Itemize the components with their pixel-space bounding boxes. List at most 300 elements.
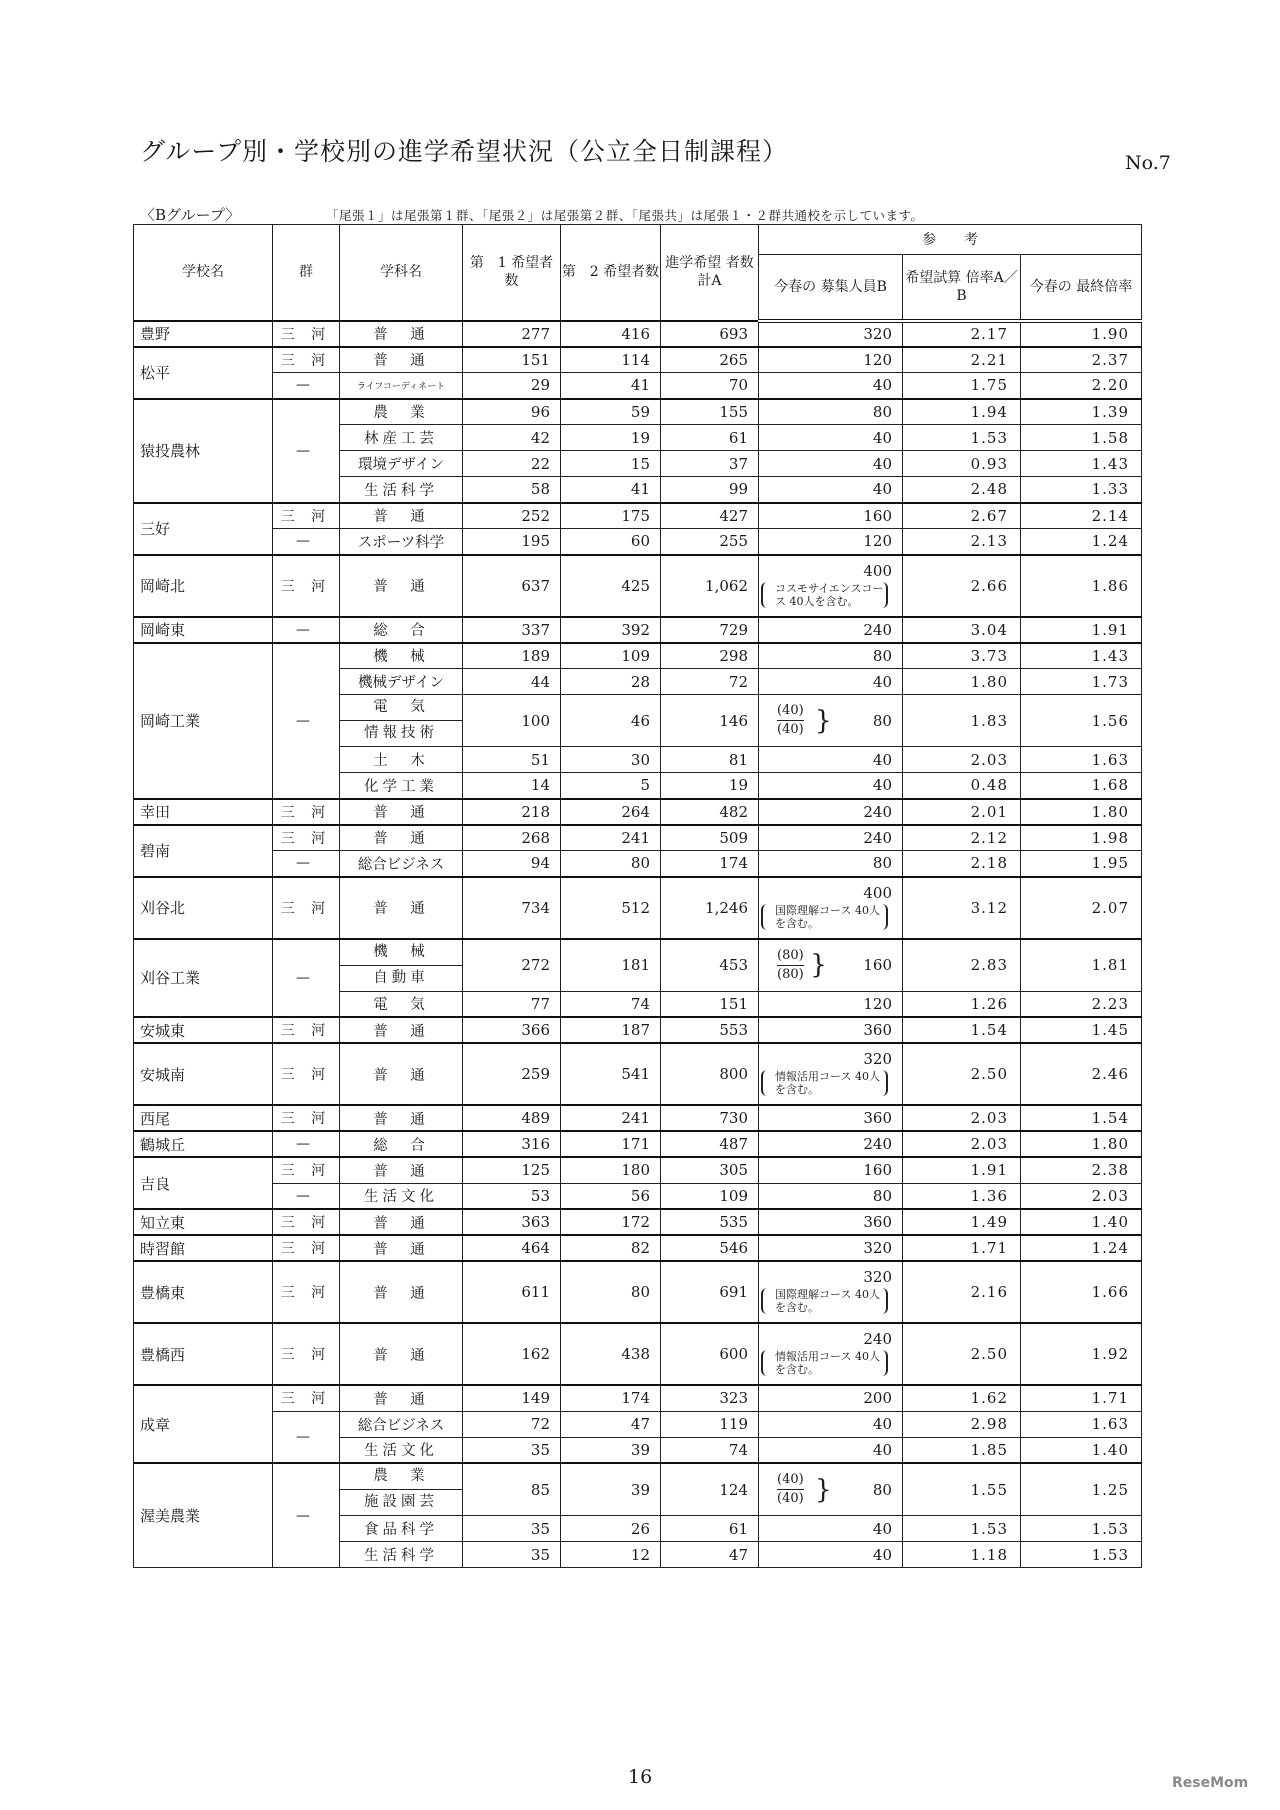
group-cell: 三 河 — [273, 1209, 340, 1235]
quota-value: 400 — [863, 561, 892, 580]
table-row — [134, 1183, 1142, 1209]
final-value: 2.07 — [1021, 877, 1142, 939]
second-count: 39 — [561, 1463, 661, 1516]
first-count: 22 — [463, 451, 561, 477]
total-count: 691 — [661, 1261, 759, 1323]
final-value: 1.71 — [1021, 1385, 1142, 1411]
group-cell: 三 河 — [273, 321, 340, 347]
table-row — [134, 1411, 1142, 1437]
course-note: 国際理解コース 40人を含む。 — [761, 904, 888, 930]
quota-cell: 80 — [759, 1183, 903, 1209]
total-count: 323 — [661, 1385, 759, 1411]
ratio-value: 2.83 — [903, 939, 1021, 992]
dept-name — [340, 939, 463, 992]
quota-cell: 40 — [759, 747, 903, 773]
school-name: 松平 — [134, 347, 273, 399]
school-name: 刈谷工業 — [134, 939, 273, 1018]
ratio-value: 0.48 — [903, 773, 1021, 799]
final-value: 1.58 — [1021, 425, 1142, 451]
dept-name: 普 通 — [340, 1385, 463, 1411]
quota-cell: 320 — [759, 1235, 903, 1261]
quota-cell: 360 — [759, 1017, 903, 1043]
quota-split-a: (40) — [777, 1471, 804, 1490]
final-value: 1.39 — [1021, 399, 1142, 425]
dept-name: 普 通 — [340, 799, 463, 825]
quota-cell: 120 — [759, 991, 903, 1017]
quota-split-b: (40) — [777, 1491, 804, 1506]
header-first: 第 1 希望者数 — [463, 225, 561, 321]
second-count: 392 — [561, 617, 661, 643]
first-count: 252 — [463, 503, 561, 529]
final-value: 1.92 — [1021, 1323, 1142, 1385]
ratio-value: 2.17 — [903, 321, 1021, 347]
second-count: 15 — [561, 451, 661, 477]
quota-cell: 160 — [759, 1157, 903, 1183]
final-value: 2.38 — [1021, 1157, 1142, 1183]
total-count: 74 — [661, 1437, 759, 1463]
quota-value: 320 — [863, 1050, 892, 1068]
dept-name: 普 通 — [340, 1235, 463, 1261]
total-count: 427 — [661, 503, 759, 529]
dept-name: 総 合 — [340, 1131, 463, 1157]
dept-name-secondary: 自動車 — [373, 969, 429, 986]
second-count: 241 — [561, 825, 661, 851]
school-name: 豊橋東 — [134, 1261, 273, 1323]
school-name: 岡崎北 — [134, 555, 273, 617]
dept-name — [340, 1463, 463, 1516]
total-count: 174 — [661, 851, 759, 877]
table-row — [134, 617, 1142, 643]
first-count: 53 — [463, 1183, 561, 1209]
first-count: 35 — [463, 1516, 561, 1542]
group-cell: — — [273, 939, 340, 1018]
quota-cell: 80 — [759, 643, 903, 669]
first-count: 259 — [463, 1043, 561, 1105]
ratio-value: 2.03 — [903, 1105, 1021, 1131]
quota-cell — [759, 555, 903, 617]
second-count: 114 — [561, 347, 661, 373]
second-count: 109 — [561, 643, 661, 669]
dept-name: 普 通 — [340, 1157, 463, 1183]
quota-split — [759, 1471, 902, 1508]
quota-cell: 120 — [759, 529, 903, 555]
first-count: 94 — [463, 851, 561, 877]
first-count: 195 — [463, 529, 561, 555]
ratio-value: 2.98 — [903, 1411, 1021, 1437]
second-count: 12 — [561, 1542, 661, 1568]
course-note: 国際理解コース 40人を含む。 — [761, 1288, 888, 1314]
final-value: 1.90 — [1021, 321, 1142, 347]
header-school: 学校名 — [134, 225, 273, 321]
group-cell: 三 河 — [273, 347, 340, 373]
first-count: 51 — [463, 747, 561, 773]
group-cell: 三 河 — [273, 825, 340, 851]
table-row — [134, 321, 1142, 347]
quota-with-note — [759, 562, 902, 608]
first-count: 277 — [463, 321, 561, 347]
school-name: 岡崎工業 — [134, 643, 273, 799]
table-row — [134, 1157, 1142, 1183]
final-value: 2.20 — [1021, 373, 1142, 399]
table-row — [134, 643, 1142, 669]
first-count: 272 — [463, 939, 561, 992]
total-count: 553 — [661, 1017, 759, 1043]
dept-name: 生活文化 — [340, 1437, 463, 1463]
dept-name-secondary: 施設園芸 — [364, 1494, 438, 1510]
quota-cell: 200 — [759, 1385, 903, 1411]
dept-name: 総合ビジネス — [340, 1411, 463, 1437]
dept-name: 機 械 — [340, 643, 463, 669]
dept-name: 総合ビジネス — [340, 851, 463, 877]
total-count: 61 — [661, 425, 759, 451]
dept-name: 普 通 — [340, 1043, 463, 1105]
school-name: 西尾 — [134, 1105, 273, 1131]
header-quota: 今春の 募集人員B — [759, 255, 903, 321]
group-cell: 三 河 — [273, 1385, 340, 1411]
group-cell: — — [273, 851, 340, 877]
dept-name: 普 通 — [340, 347, 463, 373]
first-count: 151 — [463, 347, 561, 373]
school-name: 成章 — [134, 1385, 273, 1463]
group-cell: 三 河 — [273, 1323, 340, 1385]
second-count: 41 — [561, 477, 661, 503]
quota-cell: 80 — [759, 399, 903, 425]
ratio-value: 2.01 — [903, 799, 1021, 825]
quota-cell: 40 — [759, 451, 903, 477]
group-cell: — — [273, 1411, 340, 1463]
total-count: 155 — [661, 399, 759, 425]
second-count: 46 — [561, 695, 661, 747]
table-row — [134, 877, 1142, 939]
final-value: 1.45 — [1021, 1017, 1142, 1043]
quota-cell — [759, 939, 903, 992]
final-value: 1.98 — [1021, 825, 1142, 851]
dept-name: 普 通 — [340, 1017, 463, 1043]
final-value: 2.37 — [1021, 347, 1142, 373]
dept-name-primary: 農 業 — [340, 1464, 462, 1490]
final-value: 1.40 — [1021, 1437, 1142, 1463]
first-count: 611 — [463, 1261, 561, 1323]
table-row — [134, 1105, 1142, 1131]
group-cell: 三 河 — [273, 1017, 340, 1043]
table-row — [134, 1463, 1142, 1516]
brace-icon: } — [810, 950, 827, 980]
header-ratio: 希望試算 倍率A／B — [903, 255, 1021, 321]
second-count: 59 — [561, 399, 661, 425]
second-count: 80 — [561, 1261, 661, 1323]
first-count: 100 — [463, 695, 561, 747]
ratio-value: 2.18 — [903, 851, 1021, 877]
quota-split — [759, 947, 902, 984]
final-value: 1.40 — [1021, 1209, 1142, 1235]
second-count: 416 — [561, 321, 661, 347]
school-name: 安城南 — [134, 1043, 273, 1105]
second-count: 60 — [561, 529, 661, 555]
table-row — [134, 939, 1142, 992]
table-row — [134, 1235, 1142, 1261]
group-cell: 三 河 — [273, 503, 340, 529]
table-row — [134, 1385, 1142, 1411]
final-value: 1.66 — [1021, 1261, 1142, 1323]
total-count: 600 — [661, 1323, 759, 1385]
second-count: 174 — [561, 1385, 661, 1411]
first-count: 14 — [463, 773, 561, 799]
group-cell: 三 河 — [273, 1157, 340, 1183]
quota-cell: 40 — [759, 425, 903, 451]
final-value: 1.53 — [1021, 1542, 1142, 1568]
legend-note: 「尾張１」は尾張第１群、「尾張２」は尾張第２群、「尾張共」は尾張１・２群共通校を示しています。 — [326, 208, 924, 223]
header-group: 群 — [273, 225, 340, 321]
quota-cell: 320 — [759, 321, 903, 347]
quota-cell: 360 — [759, 1209, 903, 1235]
school-name: 安城東 — [134, 1017, 273, 1043]
table-row — [134, 1323, 1142, 1385]
quota-cell: 40 — [759, 1516, 903, 1542]
ratio-value: 1.54 — [903, 1017, 1021, 1043]
dept-name: 生活科学 — [340, 1542, 463, 1568]
quota-cell: 240 — [759, 799, 903, 825]
total-count: 729 — [661, 617, 759, 643]
quota-cell: 240 — [759, 825, 903, 851]
first-count: 42 — [463, 425, 561, 451]
final-value: 2.03 — [1021, 1183, 1142, 1209]
dept-name: 普 通 — [340, 825, 463, 851]
second-count: 425 — [561, 555, 661, 617]
final-value: 2.46 — [1021, 1043, 1142, 1105]
group-cell: — — [273, 643, 340, 799]
school-name: 岡崎東 — [134, 617, 273, 643]
ratio-value: 1.53 — [903, 425, 1021, 451]
group-label: 〈Bグループ〉 — [140, 206, 241, 224]
second-count: 74 — [561, 991, 661, 1017]
quota-cell: 80 — [759, 851, 903, 877]
final-value: 1.68 — [1021, 773, 1142, 799]
first-count: 363 — [463, 1209, 561, 1235]
final-value: 1.33 — [1021, 477, 1142, 503]
table-row — [134, 1131, 1142, 1157]
second-count: 26 — [561, 1516, 661, 1542]
school-name: 豊野 — [134, 321, 273, 347]
ratio-value: 1.53 — [903, 1516, 1021, 1542]
first-count: 464 — [463, 1235, 561, 1261]
quota-cell: 40 — [759, 669, 903, 695]
dept-name: 生活科学 — [340, 477, 463, 503]
ratio-value: 0.93 — [903, 451, 1021, 477]
dept-name-secondary: 情報技術 — [364, 725, 438, 741]
total-count: 453 — [661, 939, 759, 992]
header-reference: 参 考 — [759, 225, 1142, 255]
dept-name: 農 業 — [340, 399, 463, 425]
ratio-value: 1.83 — [903, 695, 1021, 747]
quota-cell: 40 — [759, 1542, 903, 1568]
first-count: 637 — [463, 555, 561, 617]
first-count: 44 — [463, 669, 561, 695]
header-second: 第 2 希望者数 — [561, 225, 661, 321]
dept-name: 生活文化 — [340, 1183, 463, 1209]
dept-name: 環境デザイン — [340, 451, 463, 477]
total-count: 19 — [661, 773, 759, 799]
second-count: 30 — [561, 747, 661, 773]
ratio-value: 1.71 — [903, 1235, 1021, 1261]
group-cell: 三 河 — [273, 1235, 340, 1261]
second-count: 438 — [561, 1323, 661, 1385]
total-count: 509 — [661, 825, 759, 851]
second-count: 80 — [561, 851, 661, 877]
second-count: 19 — [561, 425, 661, 451]
dept-name: 普 通 — [340, 1323, 463, 1385]
quota-cell: 240 — [759, 1131, 903, 1157]
first-count: 316 — [463, 1131, 561, 1157]
school-name: 三好 — [134, 503, 273, 555]
first-count: 77 — [463, 991, 561, 1017]
quota-value: 80 — [872, 711, 892, 730]
header-final: 今春の 最終倍率 — [1021, 255, 1142, 321]
final-value: 1.54 — [1021, 1105, 1142, 1131]
final-value: 1.80 — [1021, 1131, 1142, 1157]
ratio-value: 1.91 — [903, 1157, 1021, 1183]
quota-split-b: (40) — [777, 722, 804, 737]
second-count: 28 — [561, 669, 661, 695]
group-cell: 三 河 — [273, 1105, 340, 1131]
quota-with-note — [759, 1268, 902, 1314]
quota-value: 160 — [863, 956, 892, 974]
dept-name: 普 通 — [340, 1261, 463, 1323]
ratio-value: 2.67 — [903, 503, 1021, 529]
quota-value: 320 — [863, 1268, 892, 1286]
first-count: 96 — [463, 399, 561, 425]
final-value: 1.25 — [1021, 1463, 1142, 1516]
total-count: 305 — [661, 1157, 759, 1183]
ratio-value: 3.73 — [903, 643, 1021, 669]
table-row — [134, 529, 1142, 555]
quota-split — [759, 702, 902, 739]
table-row — [134, 825, 1142, 851]
page-number: 16 — [628, 1766, 653, 1788]
table-row — [134, 1043, 1142, 1105]
table-row — [134, 1209, 1142, 1235]
first-count: 366 — [463, 1017, 561, 1043]
second-count: 172 — [561, 1209, 661, 1235]
total-count: 482 — [661, 799, 759, 825]
ratio-value: 1.49 — [903, 1209, 1021, 1235]
table-row — [134, 1261, 1142, 1323]
second-count: 264 — [561, 799, 661, 825]
second-count: 187 — [561, 1017, 661, 1043]
final-value: 1.56 — [1021, 695, 1142, 747]
final-value: 1.53 — [1021, 1516, 1142, 1542]
group-cell: — — [273, 399, 340, 503]
first-count: 85 — [463, 1463, 561, 1516]
brace-icon: } — [815, 705, 832, 736]
quota-cell: 40 — [759, 1411, 903, 1437]
first-count: 29 — [463, 373, 561, 399]
ratio-value: 2.03 — [903, 747, 1021, 773]
quota-with-note — [759, 1050, 902, 1096]
total-count: 72 — [661, 669, 759, 695]
total-count: 151 — [661, 991, 759, 1017]
total-count: 693 — [661, 321, 759, 347]
first-count: 35 — [463, 1542, 561, 1568]
ratio-value: 2.16 — [903, 1261, 1021, 1323]
course-note: 情報活用コース 40人を含む。 — [761, 1070, 888, 1096]
watermark-logo: ReseMom — [1172, 1775, 1249, 1791]
total-count: 81 — [661, 747, 759, 773]
quota-cell — [759, 695, 903, 747]
quota-cell: 40 — [759, 477, 903, 503]
quota-split-a: (40) — [777, 702, 804, 721]
table-row — [134, 799, 1142, 825]
dept-name: 普 通 — [340, 1209, 463, 1235]
total-count: 146 — [661, 695, 759, 747]
dept-name: 普 通 — [340, 877, 463, 939]
second-count: 180 — [561, 1157, 661, 1183]
group-cell: 三 河 — [273, 1043, 340, 1105]
header-dept: 学科名 — [340, 225, 463, 321]
total-count: 70 — [661, 373, 759, 399]
dept-name: 普 通 — [340, 555, 463, 617]
total-count: 109 — [661, 1183, 759, 1209]
school-name: 鶴城丘 — [134, 1131, 273, 1157]
total-count: 535 — [661, 1209, 759, 1235]
first-count: 125 — [463, 1157, 561, 1183]
second-count: 82 — [561, 1235, 661, 1261]
quota-cell — [759, 877, 903, 939]
ratio-value: 1.26 — [903, 991, 1021, 1017]
final-value: 1.73 — [1021, 669, 1142, 695]
second-count: 56 — [561, 1183, 661, 1209]
final-value: 2.14 — [1021, 503, 1142, 529]
first-count: 162 — [463, 1323, 561, 1385]
total-count: 1,062 — [661, 555, 759, 617]
ratio-value: 3.04 — [903, 617, 1021, 643]
quota-cell: 40 — [759, 1437, 903, 1463]
brace-icon: } — [815, 1474, 832, 1505]
total-count: 265 — [661, 347, 759, 373]
first-count: 337 — [463, 617, 561, 643]
final-value: 1.43 — [1021, 451, 1142, 477]
table-row — [134, 399, 1142, 425]
total-count: 298 — [661, 643, 759, 669]
first-count: 489 — [463, 1105, 561, 1131]
group-cell: — — [273, 617, 340, 643]
ratio-value: 1.94 — [903, 399, 1021, 425]
dept-name: ライフコーディネート — [340, 373, 463, 399]
ratio-value: 1.55 — [903, 1463, 1021, 1516]
ratio-value: 2.50 — [903, 1323, 1021, 1385]
total-count: 47 — [661, 1542, 759, 1568]
ratio-value: 2.03 — [903, 1131, 1021, 1157]
ratio-value: 3.12 — [903, 877, 1021, 939]
group-cell: 三 河 — [273, 799, 340, 825]
quota-cell: 160 — [759, 503, 903, 529]
admissions-table — [133, 224, 1142, 1568]
first-count: 218 — [463, 799, 561, 825]
first-count: 72 — [463, 1411, 561, 1437]
ratio-value: 2.48 — [903, 477, 1021, 503]
ratio-value: 2.21 — [903, 347, 1021, 373]
dept-name: 化学工業 — [340, 773, 463, 799]
table-row — [134, 373, 1142, 399]
group-cell: 三 河 — [273, 1261, 340, 1323]
school-name: 時習館 — [134, 1235, 273, 1261]
second-count: 39 — [561, 1437, 661, 1463]
school-name: 碧南 — [134, 825, 273, 877]
quota-cell: 40 — [759, 373, 903, 399]
total-count: 37 — [661, 451, 759, 477]
dept-name: 林産工芸 — [340, 425, 463, 451]
total-count: 255 — [661, 529, 759, 555]
second-count: 541 — [561, 1043, 661, 1105]
